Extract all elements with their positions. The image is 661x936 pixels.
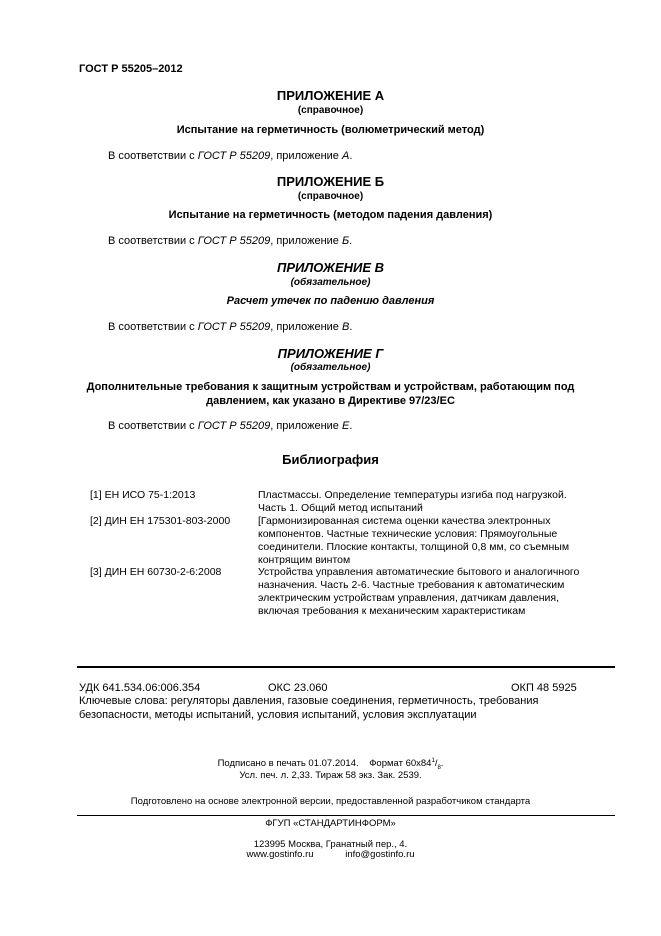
website-link[interactable]: www.gostinfo.ru bbox=[246, 849, 314, 860]
ref-appendix: Е bbox=[341, 420, 350, 432]
ref-doc-link[interactable]: ГОСТ Р 55209 bbox=[197, 150, 271, 162]
bibliography-entry-1 bbox=[90, 489, 590, 517]
appendix-g-caption-line1: Дополнительные требования к защитным устройствам и устройствам, работающим под bbox=[86, 381, 575, 393]
okp-code: ОКП 48 5925 bbox=[511, 682, 577, 694]
publisher-name: ФГУП «СТАНДАРТИНФОРМ» bbox=[265, 818, 396, 829]
appendix-v-title: ПРИЛОЖЕНИЕ В bbox=[276, 260, 385, 275]
appendix-a-status: (справочное) bbox=[297, 105, 364, 116]
udk-code: УДК 641.534.06:006.354 bbox=[79, 682, 201, 694]
ref-appendix: А bbox=[341, 150, 350, 162]
bibliography-code: [3] ДИН ЕН 60730-2-6:2008 bbox=[90, 566, 222, 578]
appendix-b-title: ПРИЛОЖЕНИЕ Б bbox=[276, 174, 385, 189]
imprint-signed-format: Подписано в печать 01.07.2014. Формат $60х84^1/_8$. bbox=[217, 758, 444, 772]
divider-line bbox=[77, 666, 615, 668]
ref-end: . bbox=[349, 321, 353, 333]
ref-end: . bbox=[349, 150, 353, 162]
document-number: ГОСТ Р 55205–2012 bbox=[79, 63, 183, 75]
oks-code: ОКС 23.060 bbox=[268, 682, 328, 694]
appendix-g-reference bbox=[108, 420, 352, 432]
ref-appendix: В bbox=[341, 321, 350, 333]
appendix-v-status: (обязательное) bbox=[290, 277, 371, 288]
bibliography-entry-3 bbox=[90, 566, 590, 620]
ref-sep: , приложение bbox=[270, 150, 342, 162]
ref-doc-link[interactable]: ГОСТ Р 55209 bbox=[197, 321, 271, 333]
ref-appendix: Б bbox=[341, 235, 350, 247]
appendix-a-reference bbox=[108, 150, 352, 162]
ref-prefix: В соответствии с bbox=[108, 150, 198, 162]
keywords-line-1: Ключевые слова: регуляторы давления, газовые соединения, герметичность, требования bbox=[79, 695, 539, 707]
bibliography-title: Библиография bbox=[282, 452, 379, 467]
appendix-g-title: ПРИЛОЖЕНИЕ Г bbox=[277, 346, 384, 361]
email-link[interactable]: info@gostinfo.ru bbox=[345, 849, 415, 860]
bibliography-description: [Гармонизированная система оценки качества электронных компонентов. Частные технические условия: Прямоугольные соединители. Плоские контакты, толщиной 0,8 мм, со съемным контрящим винтом bbox=[258, 515, 570, 566]
publisher-address: 123995 Москва, Гранатный пер., 4. bbox=[253, 839, 408, 850]
ref-doc-link[interactable]: ГОСТ Р 55209 bbox=[197, 235, 271, 247]
ref-sep: , приложение bbox=[270, 420, 342, 432]
appendix-a-caption: Испытание на герметичность (волюметрический метод) bbox=[176, 124, 485, 136]
ref-sep: , приложение bbox=[270, 235, 342, 247]
imprint-print-info: Усл. печ. л. 2,33. Тираж 58 экз. Зак. 2539. bbox=[239, 770, 422, 781]
ref-end: . bbox=[349, 420, 353, 432]
bibliography-description: Устройства управления автоматические бытового и аналогичного назначения. Часть 2-6. Частные требования к автоматическим электрическим устройствам управления, датчикам давления, включая требования к механическим характеристикам bbox=[258, 566, 580, 617]
publisher-contacts bbox=[0, 849, 661, 860]
ref-sep: , приложение bbox=[270, 321, 342, 333]
appendix-b-status: (справочное) bbox=[297, 191, 364, 202]
ref-prefix: В соответствии с bbox=[108, 321, 198, 333]
appendix-v-caption: Расчет утечек по падению давления bbox=[226, 295, 435, 307]
ref-doc-link[interactable]: ГОСТ Р 55209 bbox=[197, 420, 271, 432]
bibliography-entry-2 bbox=[90, 515, 590, 569]
appendix-b-reference bbox=[108, 235, 352, 247]
imprint-prepared: Подготовлено на основе электронной версии, предоставленной разработчиком стандарта bbox=[130, 796, 531, 807]
appendix-a-title: ПРИЛОЖЕНИЕ А bbox=[276, 88, 385, 103]
divider-line bbox=[77, 815, 615, 816]
appendix-v-reference bbox=[108, 321, 352, 333]
appendix-g-status: (обязательное) bbox=[290, 362, 371, 373]
ref-prefix: В соответствии с bbox=[108, 235, 198, 247]
appendix-g-caption-line2: давлением, как указано в Директиве 97/23/ЕС bbox=[206, 395, 455, 407]
bibliography-code: [1] ЕН ИСО 75-1:2013 bbox=[90, 489, 196, 501]
keywords-line-2: безопасности, методы испытаний, условия испытаний, условия эксплуатации bbox=[79, 709, 477, 721]
appendix-b-caption: Испытание на герметичность (методом падения давления) bbox=[168, 209, 493, 221]
ref-end: . bbox=[349, 235, 353, 247]
bibliography-description: Пластмассы. Определение температуры изгиба под нагрузкой. Часть 1. Общий метод испытаний bbox=[258, 489, 567, 514]
ref-prefix: В соответствии с bbox=[108, 420, 198, 432]
bibliography-code: [2] ДИН ЕН 175301-803-2000 bbox=[90, 515, 231, 527]
